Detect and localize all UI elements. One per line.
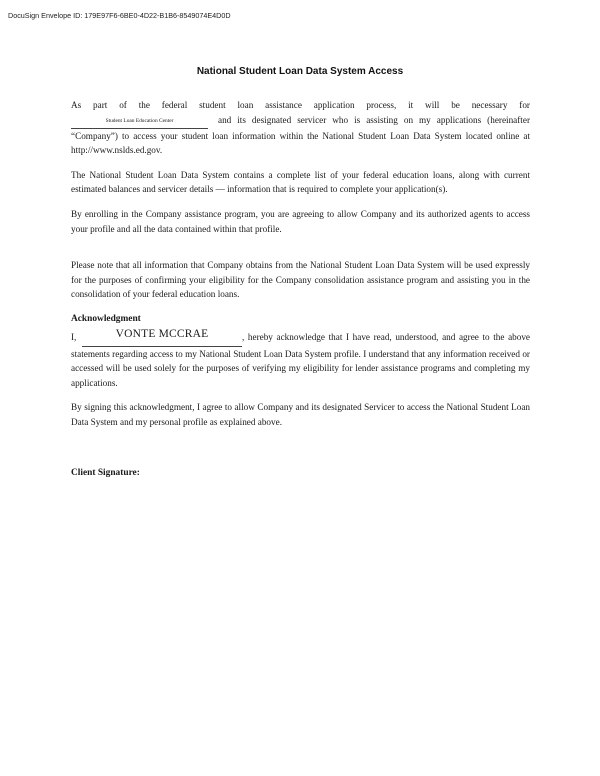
acknowledgment-heading: Acknowledgment [71,313,141,324]
company-name-value: Student Loan Education Center [105,117,174,124]
acknowledgment-prefix: I, [71,331,77,342]
document-body [71,98,530,480]
signing-agreement-paragraph: By signing this acknowledgment, I agree to allow Company and its designated Servicer to access the National Student Loan Data System and my personal profile as explained above. [71,402,530,427]
company-name-field [71,116,208,129]
intro-text-start: As part of the federal student loan assistance application process, it will be necessary for [71,100,530,110]
envelope-id: DocuSign Envelope ID: 179E97F6-6BE0-4D22-B1B6-8549074E4D0D [8,11,231,20]
intro-paragraph [71,98,530,158]
enrollment-paragraph: By enrolling in the Company assistance program, you are agreeing to allow Company and its authorized agents to access your profile and all the data contained within that profile. [71,208,530,234]
document-title: National Student Loan Data System Access [196,66,404,77]
intro-text-end: and its designated servicer who is assisting on my applications (hereinafter “Company”) to access your student loan information within the National Student Loan Data System located online at http://www.nslds.ed.gov. [71,114,531,156]
acknowledgment-text: , hereby acknowledge that I have read, understood, and agree to the above statements regarding access to my National Student Loan Data System profile. I understand that any information received or accessed will be used solely for the purposes of verifying my eligibility for lender assistance programs and completing my applications. [71,331,530,388]
usage-note-paragraph: Please note that all information that Company obtains from the National Student Loan Data System will be used expressly for the purposes of confirming your eligibility for the Company consolidation assistance program and assisting you in the consolidation of your federal education loans. [71,260,530,300]
client-name-value: VONTE MCCRAE [115,327,209,340]
client-signature-label: Client Signature: [71,467,140,478]
acknowledgment-paragraph [71,327,530,391]
nslds-description-paragraph: The National Student Loan Data System contains a complete list of your federal education loans, along with current estimated balances and servicer details — information that is required to complete your application(s). [71,169,530,195]
client-name-field [82,327,242,347]
